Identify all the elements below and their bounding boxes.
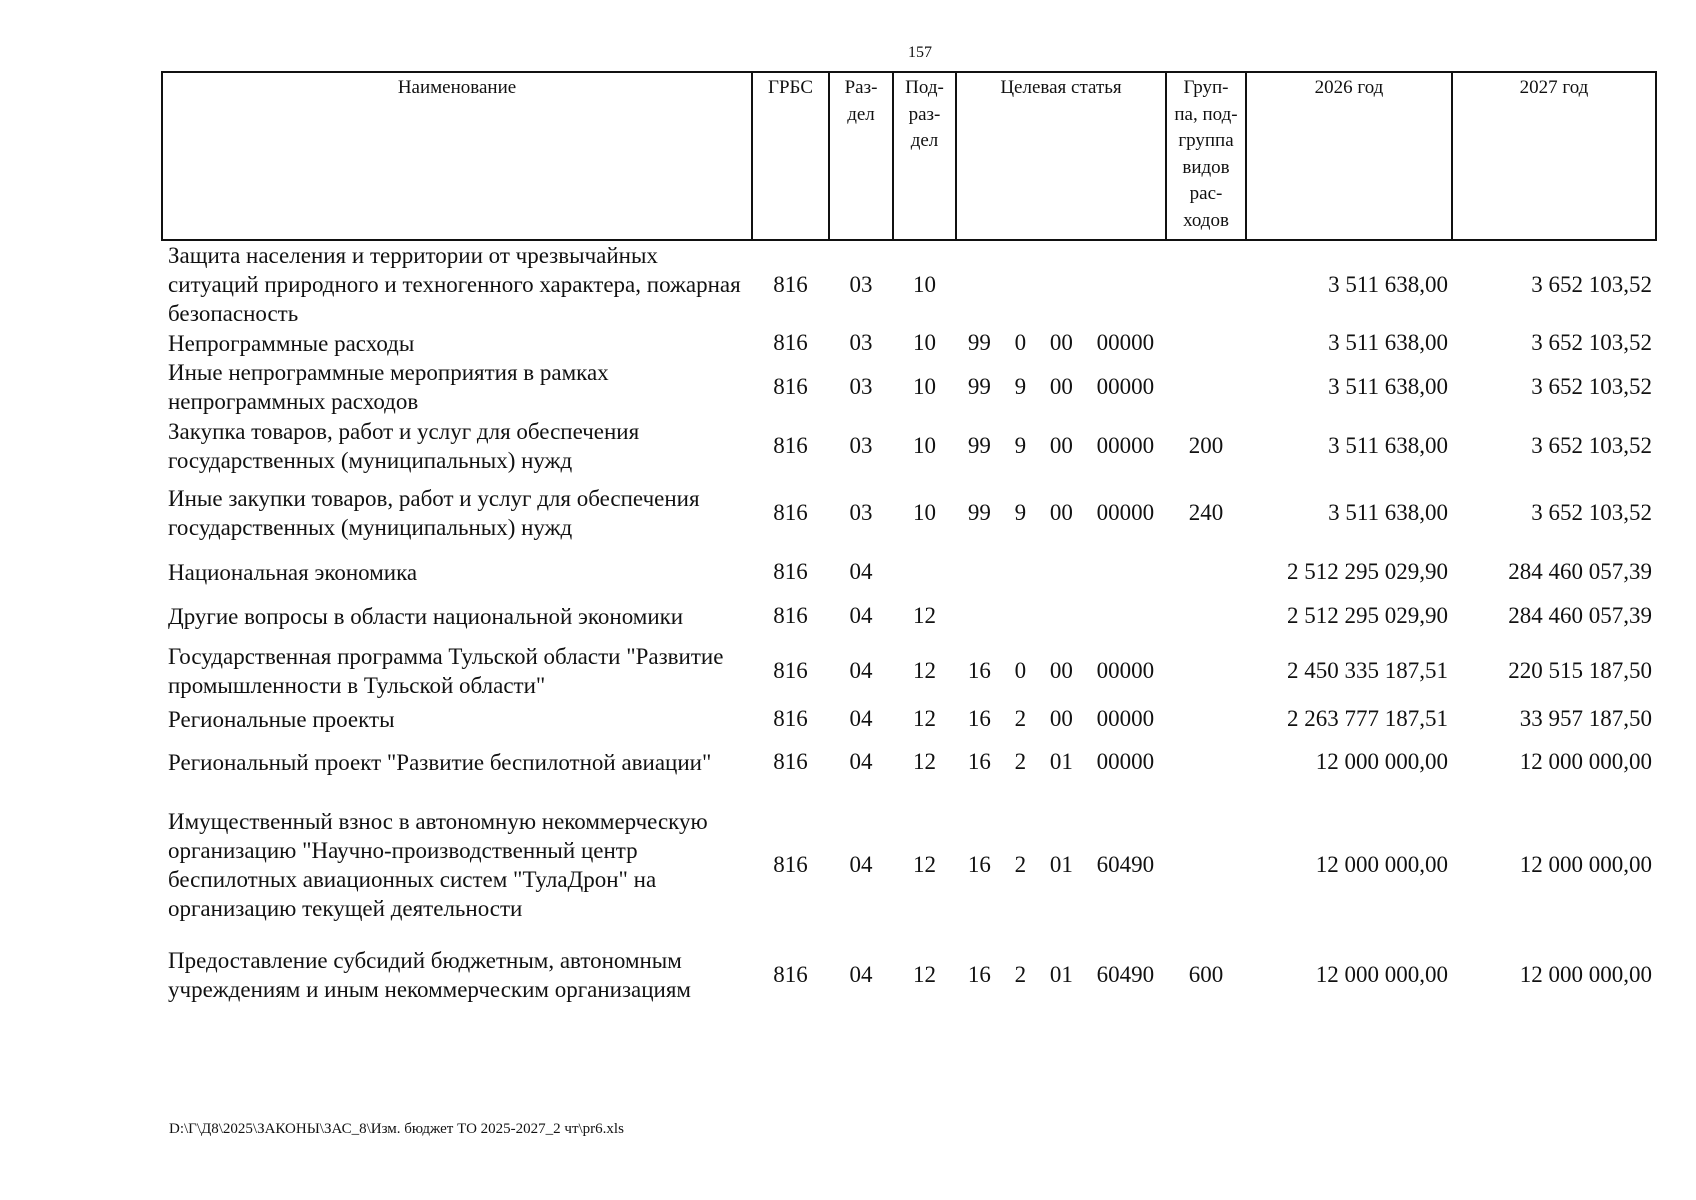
table-row (162, 416, 1656, 476)
row-podrazdel: 10 (913, 500, 936, 525)
row-2027: 3 652 103,52 (1531, 374, 1652, 399)
header-grbs: ГРБС (752, 72, 829, 240)
row-2027: 12 000 000,00 (1519, 852, 1652, 877)
row-razdel: 04 (849, 852, 873, 877)
header-celevaya-statya: Целевая статья (956, 72, 1166, 240)
row-razdel: 04 (849, 962, 873, 987)
row-vr (1166, 790, 1246, 940)
table-row (162, 594, 1656, 638)
row-razdel: 03 (849, 500, 873, 525)
row-podrazdel: 12 (913, 962, 936, 987)
table-row (162, 358, 1656, 416)
row-vr: 240 (1188, 500, 1224, 525)
row-podrazdel: 12 (913, 706, 936, 731)
row-2026: 12 000 000,00 (1315, 749, 1448, 774)
row-vr (1166, 328, 1246, 358)
row-2026: 3 511 638,00 (1328, 433, 1448, 458)
row-razdel: 03 (849, 330, 873, 355)
row-2026: 3 511 638,00 (1328, 374, 1448, 399)
row-celevaya (956, 240, 1166, 328)
header-razdel: Раз- дел (829, 72, 893, 240)
header-name: Наименование (162, 72, 752, 240)
row-grbs: 816 (773, 962, 808, 987)
row-celevaya: 16 2 01 00000 (967, 749, 1155, 774)
row-podrazdel: 12 (913, 658, 936, 683)
row-vr (1166, 734, 1246, 790)
footer-file-path: D:\Г\Д8\2025\ЗАКОНЫ\ЗАС_8\Изм. бюджет ТО 2025-2027_2 чт\pr6.xls (169, 1121, 624, 1137)
table-row (162, 240, 1656, 328)
header-podrazdel: Под- раз- дел (893, 72, 956, 240)
row-podrazdel: 10 (913, 330, 936, 355)
row-podrazdel (893, 550, 956, 594)
row-razdel: 03 (849, 374, 873, 399)
row-grbs: 816 (773, 374, 808, 399)
row-grbs: 816 (773, 500, 808, 525)
row-podrazdel: 10 (913, 374, 936, 399)
row-2027: 3 652 103,52 (1531, 330, 1652, 355)
row-name: Иные закупки товаров, работ и услуг для обеспечения государственных (муниципальных) нужд (168, 486, 700, 540)
row-celevaya: 16 2 01 60490 (967, 962, 1155, 987)
row-grbs: 816 (773, 271, 808, 297)
row-celevaya: 99 0 00 00000 (967, 330, 1155, 355)
row-vr (1166, 240, 1246, 328)
row-razdel: 04 (849, 658, 873, 683)
row-name: Имущественный взнос в автономную некоммерческую организацию "Научно-производственный центр беспилотных авиационных систем "ТулаДрон" на организацию текущей деятельности (168, 809, 708, 921)
row-name: Региональный проект "Развитие беспилотной авиации" (168, 749, 712, 775)
table-row (162, 476, 1656, 550)
row-vr: 600 (1188, 962, 1224, 987)
table-header-row (162, 72, 1656, 240)
table-row (162, 704, 1656, 734)
row-razdel: 03 (849, 433, 873, 458)
row-vr (1166, 550, 1246, 594)
header-2027: 2027 год (1452, 72, 1656, 240)
row-name: Региональные проекты (168, 706, 395, 732)
row-2027: 12 000 000,00 (1519, 749, 1652, 774)
row-razdel: 04 (849, 749, 873, 774)
row-podrazdel: 12 (913, 749, 936, 774)
row-name: Закупка товаров, работ и услуг для обеспечения государственных (муниципальных) нужд (168, 419, 640, 473)
row-celevaya: 99 9 00 00000 (967, 433, 1155, 458)
row-grbs: 816 (773, 852, 808, 877)
row-grbs: 816 (773, 433, 808, 458)
row-podrazdel: 12 (913, 603, 936, 628)
row-celevaya: 16 0 00 00000 (967, 658, 1155, 683)
table-row (162, 790, 1656, 940)
row-name: Государственная программа Тульской области "Развитие промышленности в Тульской области" (168, 644, 724, 698)
row-grbs: 816 (773, 603, 808, 628)
row-grbs: 816 (773, 706, 808, 731)
row-celevaya: 16 2 00 00000 (967, 706, 1155, 731)
row-2026: 2 263 777 187,51 (1287, 706, 1448, 731)
row-2027: 12 000 000,00 (1519, 962, 1652, 987)
row-2027: 3 652 103,52 (1531, 271, 1652, 297)
row-vr (1166, 704, 1246, 734)
row-celevaya (956, 594, 1166, 638)
table-row (162, 638, 1656, 704)
row-vr (1166, 358, 1246, 416)
page-number: 157 (908, 44, 932, 61)
row-2026: 2 512 295 029,90 (1287, 559, 1448, 584)
row-razdel: 04 (849, 559, 873, 584)
row-podrazdel: 10 (913, 433, 936, 458)
row-2026: 2 450 335 187,51 (1287, 658, 1448, 683)
row-celevaya (956, 550, 1166, 594)
row-2027: 3 652 103,52 (1531, 500, 1652, 525)
row-2027: 33 957 187,50 (1519, 706, 1652, 731)
row-name: Иные непрограммные мероприятия в рамках непрограммных расходов (168, 360, 609, 414)
row-grbs: 816 (773, 658, 808, 683)
row-name: Другие вопросы в области национальной экономики (168, 603, 684, 629)
row-razdel: 04 (849, 603, 873, 628)
row-2027: 220 515 187,50 (1508, 658, 1652, 683)
row-razdel: 04 (849, 706, 873, 731)
row-vr (1166, 638, 1246, 704)
row-2026: 3 511 638,00 (1328, 271, 1448, 297)
row-podrazdel: 10 (913, 271, 936, 297)
row-2026: 2 512 295 029,90 (1287, 603, 1448, 628)
table-row (162, 328, 1656, 358)
row-2026: 3 511 638,00 (1328, 500, 1448, 525)
header-gruppa-vidov-rashodov: Груп- па, под- группа видов рас- ходов (1166, 72, 1246, 240)
row-grbs: 816 (773, 559, 808, 584)
row-2026: 12 000 000,00 (1315, 852, 1448, 877)
row-name: Защита населения и территории от чрезвычайных ситуаций природного и техногенного характера, пожарная безопасность (168, 243, 741, 326)
row-celevaya: 99 9 00 00000 (967, 500, 1155, 525)
table-row (162, 940, 1656, 1010)
table-row (162, 734, 1656, 790)
row-2027: 284 460 057,39 (1508, 603, 1652, 628)
row-name: Национальная экономика (168, 559, 418, 585)
row-vr (1166, 594, 1246, 638)
header-2026: 2026 год (1246, 72, 1452, 240)
row-celevaya: 16 2 01 60490 (967, 852, 1155, 877)
row-2027: 284 460 057,39 (1508, 559, 1652, 584)
budget-table (161, 71, 1657, 1010)
row-2027: 3 652 103,52 (1531, 433, 1652, 458)
row-celevaya: 99 9 00 00000 (967, 374, 1155, 399)
row-vr: 200 (1188, 433, 1224, 458)
table-row (162, 550, 1656, 594)
row-name: Предоставление субсидий бюджетным, автономным учреждениям и иным некоммерческим организациям (168, 948, 691, 1002)
row-2026: 12 000 000,00 (1315, 962, 1448, 987)
row-name: Непрограммные расходы (168, 330, 415, 356)
row-podrazdel: 12 (913, 852, 936, 877)
row-razdel: 03 (849, 271, 873, 297)
row-grbs: 816 (773, 749, 808, 774)
row-2026: 3 511 638,00 (1328, 330, 1448, 355)
row-grbs: 816 (773, 330, 808, 355)
